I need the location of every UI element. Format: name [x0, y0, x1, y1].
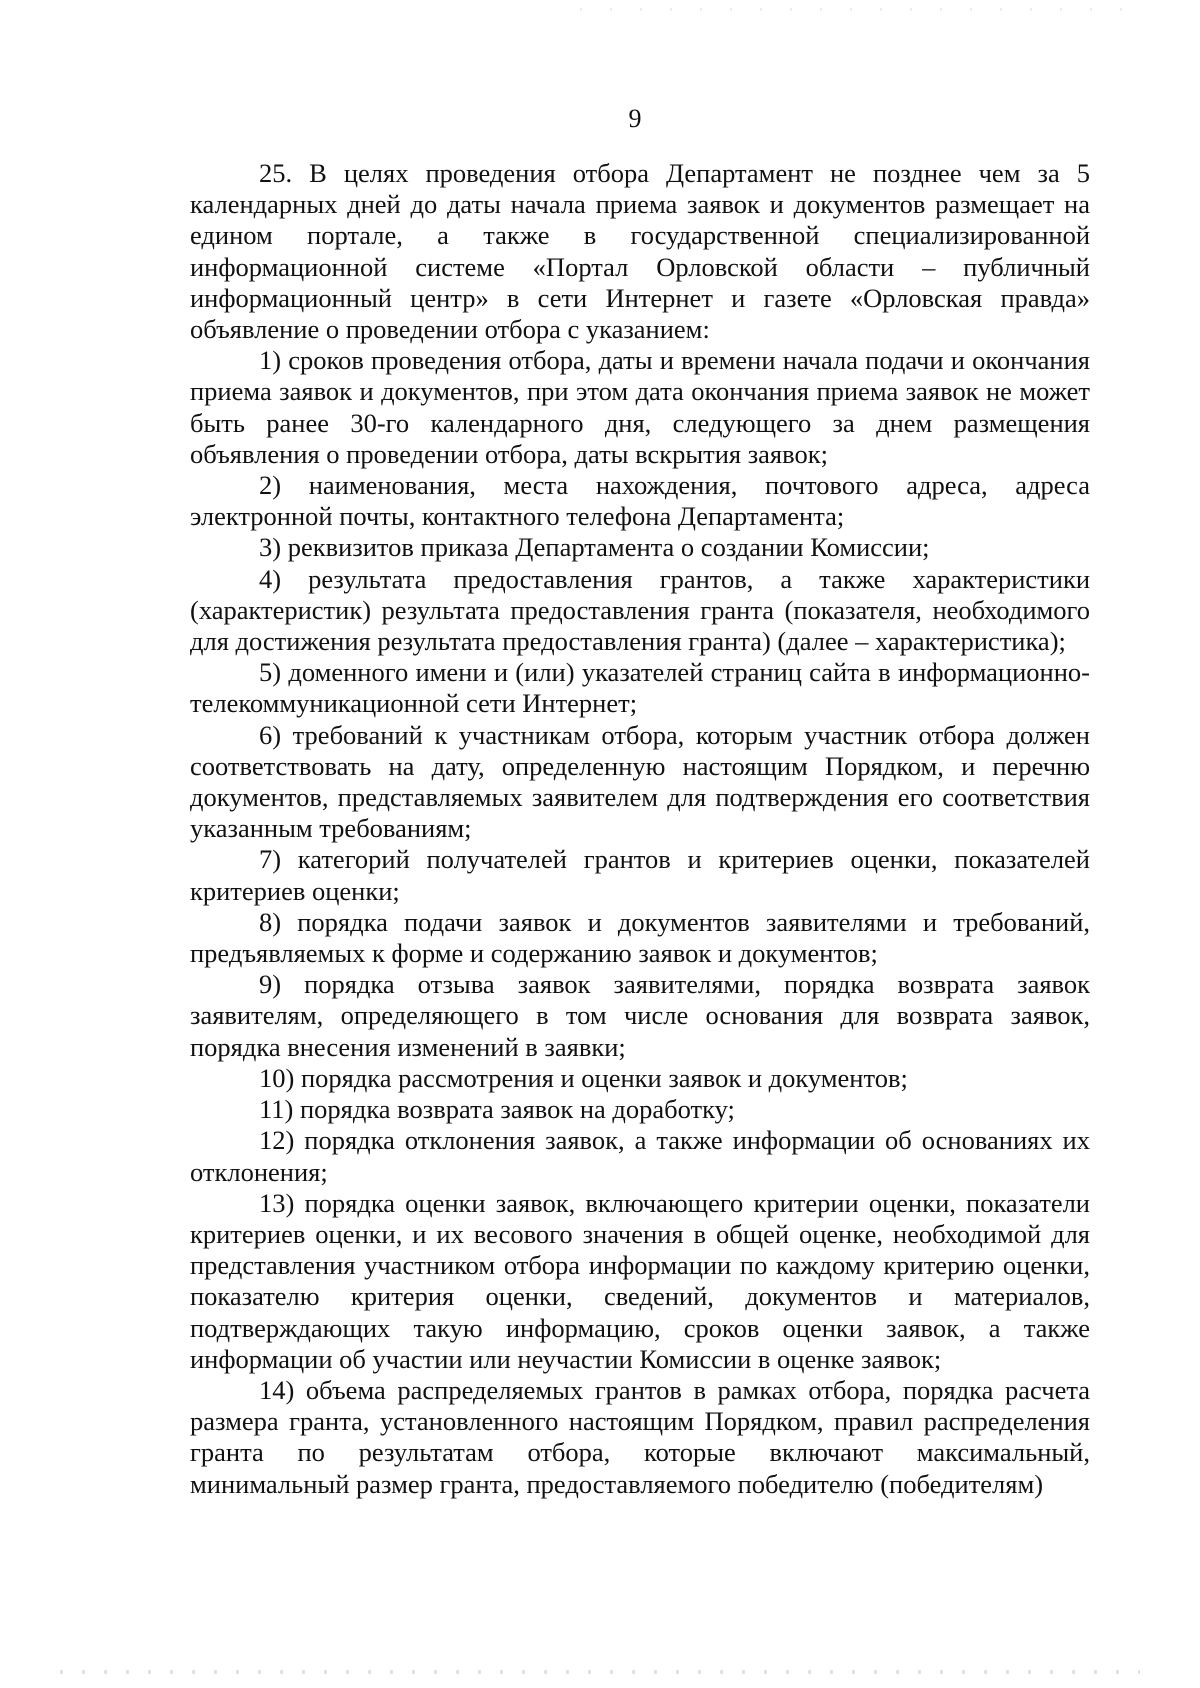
- list-item-8: 8) порядка подачи заявок и документов заявителями и требований, предъявляемых к форме и содержанию заявок и документов;: [190, 906, 1090, 969]
- list-item-11: 11) порядка возврата заявок на доработку;: [259, 1094, 735, 1125]
- list-item-2: 2) наименования, места нахождения, почтового адреса, адреса электронной почты, контактного телефона Департамента;: [190, 470, 1090, 532]
- list-item-10: 10) порядка рассмотрения и оценки заявок и документов;: [259, 1062, 908, 1093]
- list-item-1: 1) сроков проведения отбора, даты и времени начала подачи и окончания приема заявок и документов, при этом дата окончания приема заявок не может быть ранее 30-го календарного дня, следующего за днем размещения объявления о проведении отбора, даты вскрытия заявок;: [190, 345, 1090, 469]
- list-item-4: 4) результата предоставления грантов, а также характеристики (характеристик) результата предоставления гранта (показателя, необходимого для достижения результата предоставления гранта) (далее – характеристика);: [190, 563, 1090, 657]
- scan-artifact-bottom: [60, 1670, 1140, 1674]
- list-item-6: 6) требований к участникам отбора, которым участник отбора должен соответствовать на дату, определенную настоящим Порядком, и перечню документов, представляемых заявителем для подтверждения его соответствия указанным требованиям;: [190, 719, 1090, 844]
- paragraph-25-intro: 25. В целях проведения отбора Департамент не позднее чем за 5 календарных дней до даты начала приема заявок и документов размещает на едином портале, а также в государственной специализированной информационной системе «Портал Орловской области – публичный информационный центр» в сети Интернет и газете «Орловская правда» объявление о проведении отбора с указанием:: [190, 158, 1090, 345]
- list-item-5: 5) доменного имени и (или) указателей страниц сайта в информационно-телекоммуникационной сети Интернет;: [190, 657, 1090, 719]
- list-item-3: 3) реквизитов приказа Департамента о создании Комиссии;: [259, 532, 930, 563]
- list-item-12: 12) порядка отклонения заявок, а также информации об основаниях их отклонения;: [190, 1125, 1090, 1187]
- list-item-13: 13) порядка оценки заявок, включающего критерии оценки, показатели критериев оценки, и их весового значения в общей оценке, необходимой для представления участником отбора информации по каждому критерию оценки, показателю критерия оценки, сведений, документов и материалов, подтверждающих такую информацию, сроков оценки заявок, а также информации об участии или неучастии Комиссии в оценке заявок;: [190, 1187, 1090, 1374]
- list-item-7: 7) категорий получателей грантов и критериев оценки, показателей критериев оценки;: [190, 844, 1090, 906]
- page-number: 9: [628, 104, 642, 133]
- list-item-9: 9) порядка отзыва заявок заявителями, порядка возврата заявок заявителям, определяющего в том числе основания для возврата заявок, порядка внесения изменений в заявки;: [190, 969, 1090, 1062]
- document-body: [190, 158, 1090, 1500]
- list-item-14: 14) объема распределяемых грантов в рамках отбора, порядка расчета размера гранта, установленного настоящим Порядком, правил распределения гранта по результатам отбора, которые включают максимальный, минимальный размер гранта, предоставляемого победителю (победителям): [190, 1374, 1090, 1499]
- scan-artifact-top: [580, 8, 1140, 11]
